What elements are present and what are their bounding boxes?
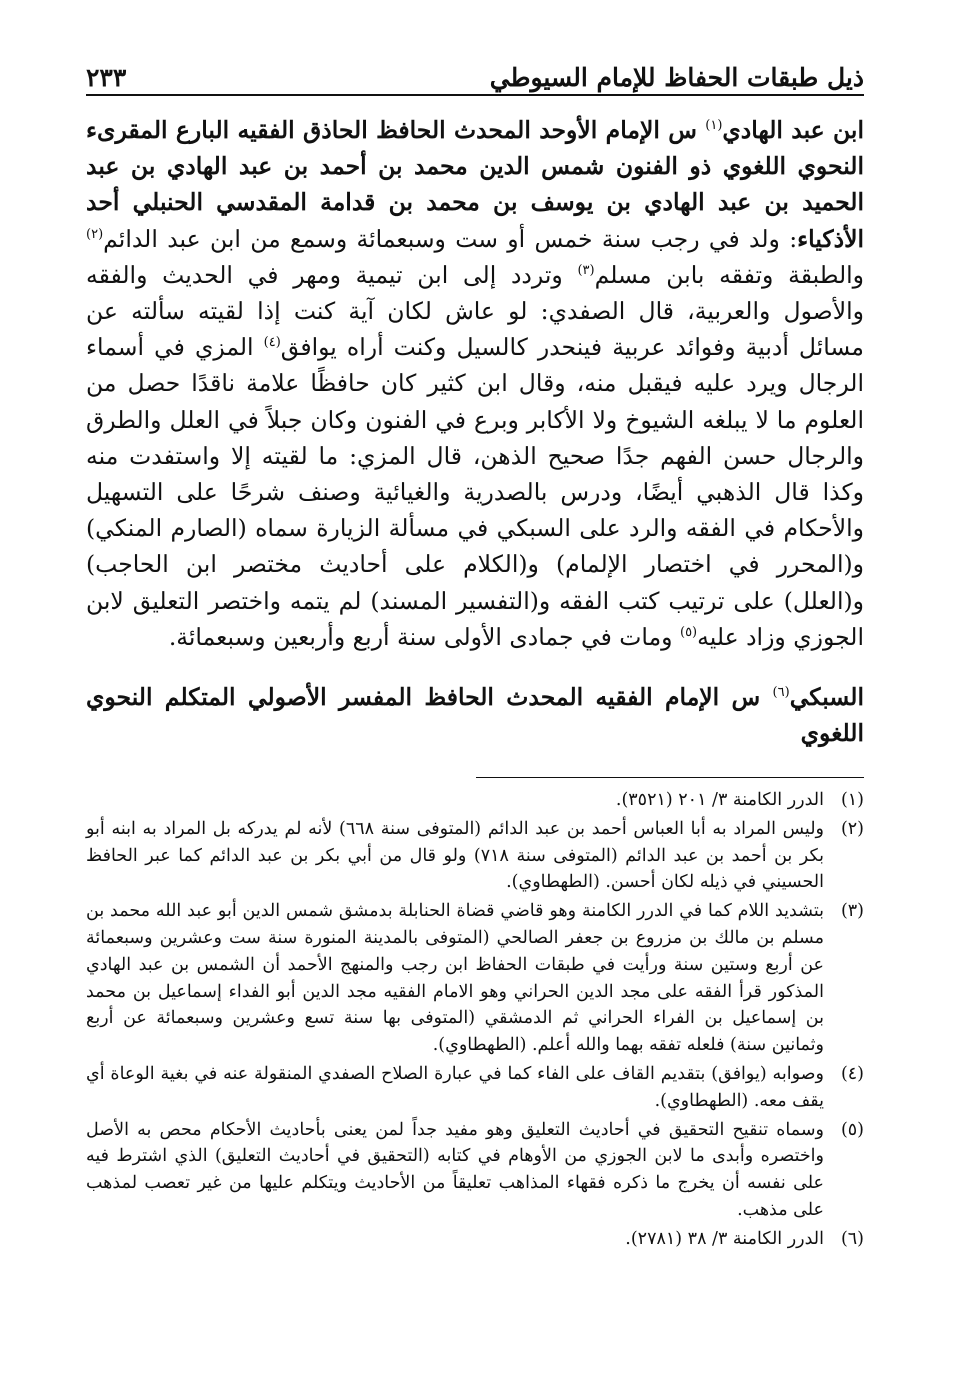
running-title: ذيل طبقات الحفاظ للإمام السيوطي — [489, 63, 864, 92]
footnote-text: الدرر الكامنة ٣/ ٣٨ (٢٧٨١). — [625, 1228, 824, 1249]
entry-ibn-abd-al-hadi — [86, 112, 864, 655]
footnote-number: (٤) — [840, 1063, 864, 1084]
footnote-number: (١) — [840, 790, 864, 810]
footnote-item — [86, 1226, 864, 1253]
footnote-text: وصوابه (يوافق) بتقديم القاف على الفاء كما في عبارة الصلاح الصفدي المنقولة عنه في بغية الوعاة أي يقف معه. (الطهطاوي). — [86, 1063, 824, 1111]
footnote-ref-6: (٦) — [772, 685, 790, 701]
footnote-item — [86, 1061, 864, 1115]
footnotes — [86, 787, 864, 1255]
footnote-divider — [476, 777, 864, 778]
footnote-item — [86, 1117, 864, 1224]
footnote-ref-3: (٣) — [577, 262, 595, 278]
footnote-text: وليس المراد به أبا العباس أحمد بن عبد الدائم (المتوفى سنة ٦٦٨) لأنه لم يدركه بل المراد به ابنه أبو بكر بن أحمد بن عبد الدائم (المتوفى سنة ٧١٨) ولو قال من أبي بكر بن عبد الدائم كما عبر الحافظ الحسيني في ذيله لكان أحسن. (الطهطاوي). — [86, 818, 825, 893]
footnote-number: (٢) — [840, 818, 864, 839]
footnote-number: (٣) — [840, 901, 864, 922]
running-header — [86, 48, 864, 92]
main-text — [86, 112, 864, 751]
footnote-text: الدرر الكامنة ٣/ ٢٠١ (٣٥٢١). — [615, 790, 824, 810]
entry-titles: س الإمام الفقيه المحدث الحافظ المفسر الأصولي المتكلم النحوي اللغوي — [86, 683, 864, 748]
header-divider — [86, 94, 864, 96]
footnote-item — [86, 898, 864, 1059]
entry-name: السبكي — [789, 683, 864, 712]
entry-body-4: المزي في أسماء الرجال ويرد عليه فيقبل منه، وقال ابن كثير كان حافظًا علامة ناقدًا حصل من العلوم ما لا يبلغه الشيوخ ولا الأكابر وبرع في الفنون وكان جبلاً في العلل والطرق والرجال حسن الفهم جدًا صحيح الذهن، قال المزي: ما لقيته إلا واستفدت منه وكذا قال الذهبي أيضًا، ودرس بالصدرية والغيائية وصنف شرحًا على التسهيل والأحكام في الفقه والرد على السبكي في مسألة الزيارة سماه (الصارم المنكي) و(المحرر في اختصار الإلمام) و(الكلام على أحاديث مختصر ابن الحاجب) و(العلل) على ترتيب كتب الفقه و(التفسير المسند) لم يتمه واختصر التعليق لابن الجوزي وزاد عليه — [86, 333, 864, 651]
entry-name: ابن عبد الهادي — [722, 116, 864, 144]
footnote-ref-2: (٢) — [86, 226, 104, 242]
footnote-text: وسماه تنقيح التحقيق في أحاديث التعليق وهو مفيد جداً لمن يعنى بأحاديث الأحكام محص به الأصل واختصره وأبدى ما لابن الجوزي من الأوهام في كتابه (التحقيق في أحاديث التعليق) الذي اشترط فيه على نفسه أن يخرج ما ذكره فقهاء المذاهب تعليقاً من الأحاديث ويتكلم عليها من غير تعصب لمذهب على مذهب. — [86, 1119, 824, 1220]
footnote-ref-5: (٥) — [679, 625, 698, 641]
footnote-ref-4: (٤) — [263, 335, 281, 351]
page-number: ٢٣٣ — [86, 63, 127, 92]
entry-titles: س الإمام الأوحد المحدث الحافظ الحاذق الفقيه البارع المقرىء النحوي اللغوي ذو الفنون شمس الدين محمد بن أحمد بن عبد الهادي بن عبد الحميد بن عبد الهادي بن يوسف بن محمد بن قدامة المقدسي الحنبلي أحد الأذكياء — [86, 116, 864, 253]
footnote-number: (٦) — [840, 1228, 864, 1249]
entry-body-3: وتردد إلى ابن تيمية ومهر في الحديث والفقه والأصول والعربية، قال الصفدي: لو عاش لكان آية كنت إذا لقيته سألته عن مسائل أدبية وفوائد عربية فينحدر كالسيل وكنت أراه يوافق — [86, 260, 864, 362]
entry-body-2: والطبقة وتفقه بابن مسلم — [594, 260, 865, 289]
entry-al-subki — [86, 679, 864, 751]
footnote-text: بتشديد اللام كما في الدرر الكامنة وهو قاضي قضاة الحنابلة بدمشق شمس الدين أبو عبد الله محمد بن مسلم بن مالك بن مزروع بن جعفر الصالحي (المتوفى بالمدينة المنورة سنة ست وعشرين وسبعمائة عن أربع وستين سنة ورأيت في طبقات الحفاظ ابن رجب والمنهج الأحمد أن الشمس بن عبد الهادي المذكور قرأ الفقه على مجد الدين الحراني وهو الامام الفقيه مجد الدين أبو الفداء إسماعيل بن محمد بن إسماعيل بن الفراء الحراني ثم الدمشقي (المتوفى بها سنة تسع وعشرين وسبعمائة عن أربع وثمانين سنة) فلعله تفقه بهما والله أعلم. (الطهطاوي). — [86, 901, 824, 1056]
entry-body-5: ومات في جمادى الأولى سنة أربع وأربعين وسبعمائة. — [168, 622, 680, 651]
footnote-item — [86, 816, 864, 896]
footnote-item — [86, 787, 864, 814]
footnote-number: (٥) — [840, 1119, 864, 1140]
footnote-ref-1: (١) — [705, 118, 723, 134]
entry-body-1: : ولد في رجب سنة خمس أو ست وسبعمائة وسمع من ابن عبد الدائم — [103, 224, 798, 253]
